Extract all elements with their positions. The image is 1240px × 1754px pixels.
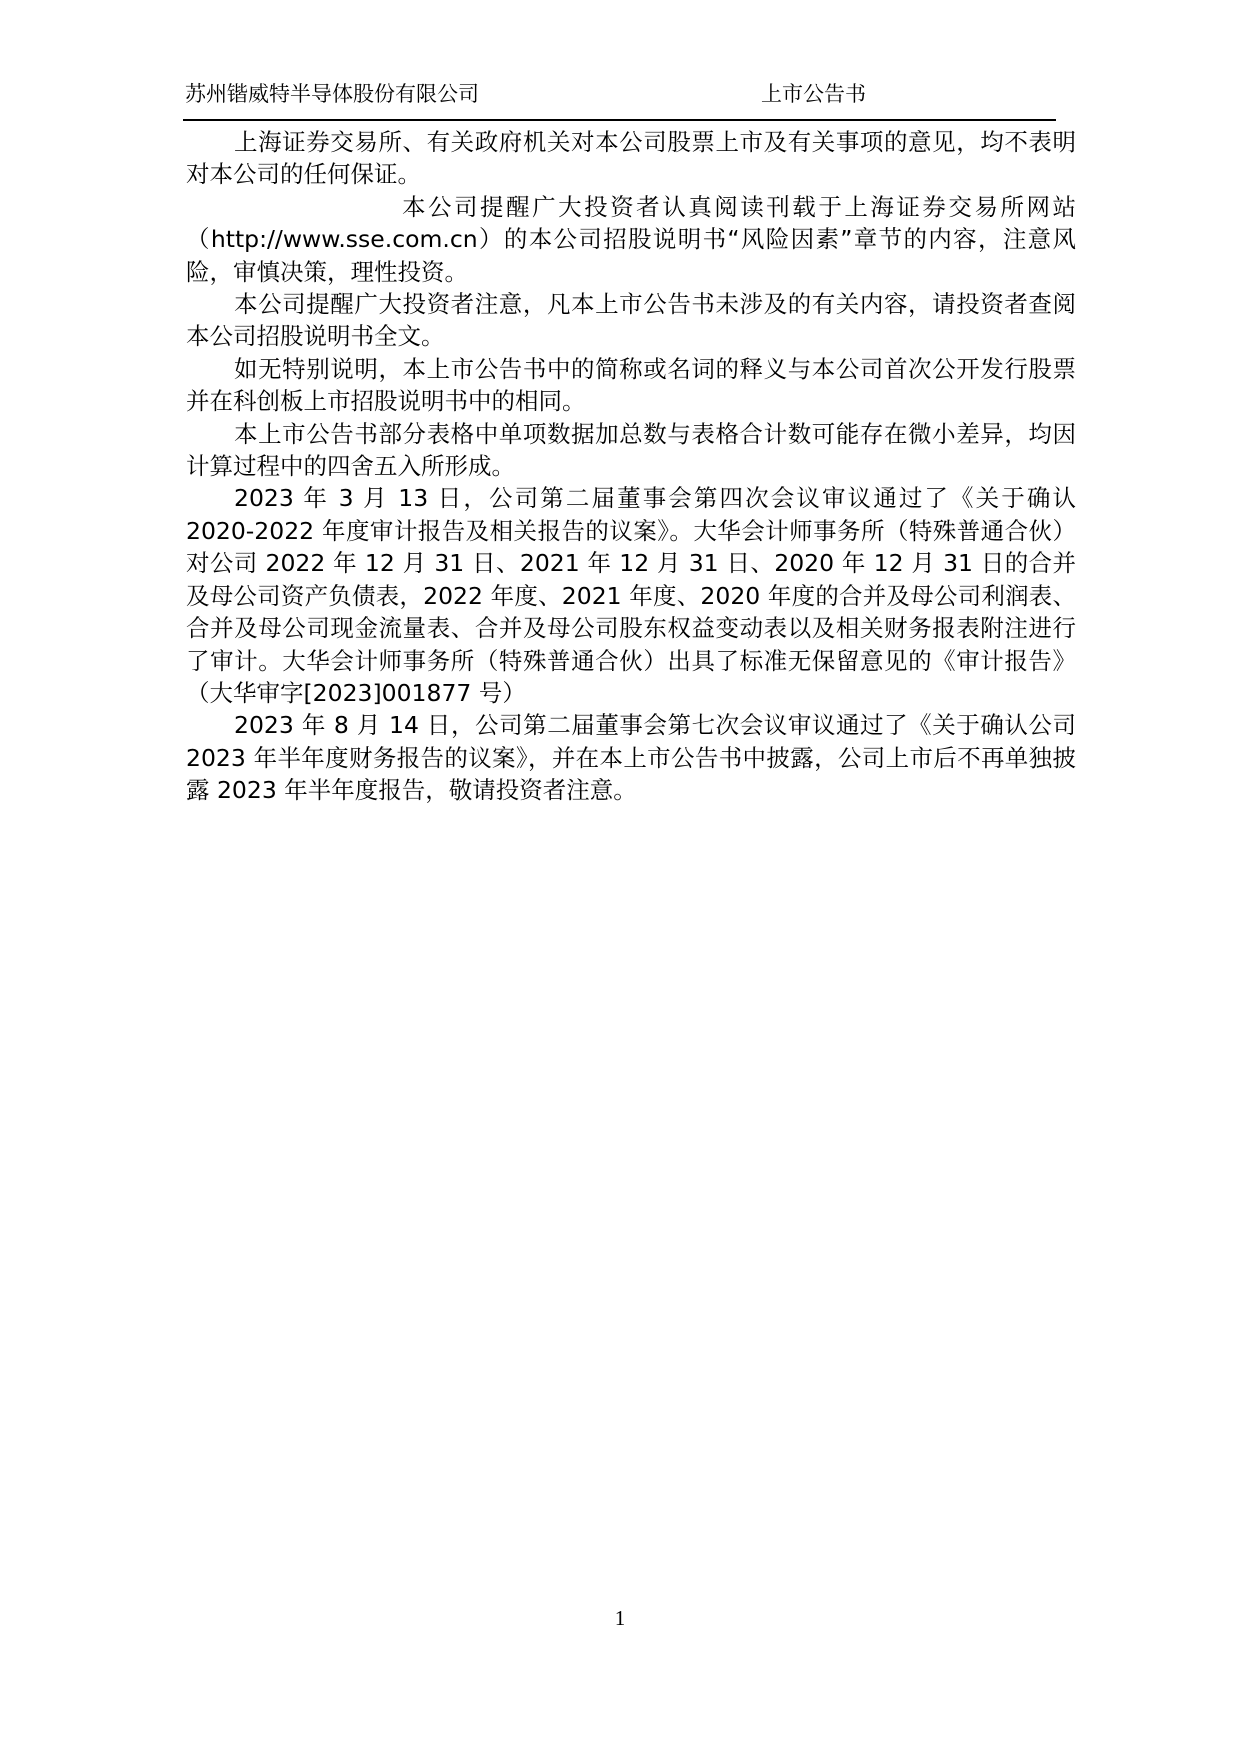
header-document-type: 上市公告书 xyxy=(761,82,866,106)
header-company-name: 苏州锴威特半导体股份有限公司 xyxy=(185,82,479,106)
paragraph-half-year-report: 2023 年 8 月 14 日，公司第二届董事会第七次会议审议通过了《关于确认公司 2023 年半年度财务报告的议案》，并在本上市公告书中披露，公司上市后不再单独披露 2023 年半年度报告，敬请投资者注意。 xyxy=(186,711,1076,805)
page-header xyxy=(185,78,1056,118)
page-number: 1 xyxy=(614,1606,626,1630)
paragraph-rounding: 本上市公告书部分表格中单项数据加总数与表格合计数可能存在微小差异，均因计算过程中的四舍五入所形成。 xyxy=(186,419,1076,481)
paragraph-audit-report: 2023 年 3 月 13 日，公司第二届董事会第四次会议审议通过了《关于确认 2020-2022 年度审计报告及相关报告的议案》。大华会计师事务所（特殊普通合伙）对公司 2022 年 12 月 31 日、2021 年 12 月 31 日、2020 年 12 月 31 日的合并及母公司资产负债表，2022 年度、2021 年度、2020 年度的合并及母公司利润表、合并及母公司现金流量表、合并及母公司股东权益变动表以及相关财务报表附注进行了审计。大华会计师事务所（特殊普通合伙）出具了标准无保留意见的《审计报告》（大华审字[2023]001877 号） xyxy=(186,484,1076,707)
paragraph-no-guarantee: 上海证券交易所、有关政府机关对本公司股票上市及有关事项的意见，均不表明对本公司的任何保证。 xyxy=(186,128,1076,189)
paragraph-risk-reminder: 本公司提醒广大投资者认真阅读刊载于上海证券交易所网站（http://www.sse.com.cn）的本公司招股说明书“风险因素”章节的内容，注意风险，审慎决策，理性投资。 xyxy=(186,192,1076,286)
document-body xyxy=(186,126,1076,807)
paragraph-refer-prospectus: 本公司提醒广大投资者注意，凡本上市公告书未涉及的有关内容，请投资者查阅本公司招股说明书全文。 xyxy=(186,290,1076,351)
paragraph-definitions: 如无特别说明，本上市公告书中的简称或名词的释义与本公司首次公开发行股票并在科创板上市招股说明书中的相同。 xyxy=(186,354,1076,416)
header-divider xyxy=(183,119,1056,121)
